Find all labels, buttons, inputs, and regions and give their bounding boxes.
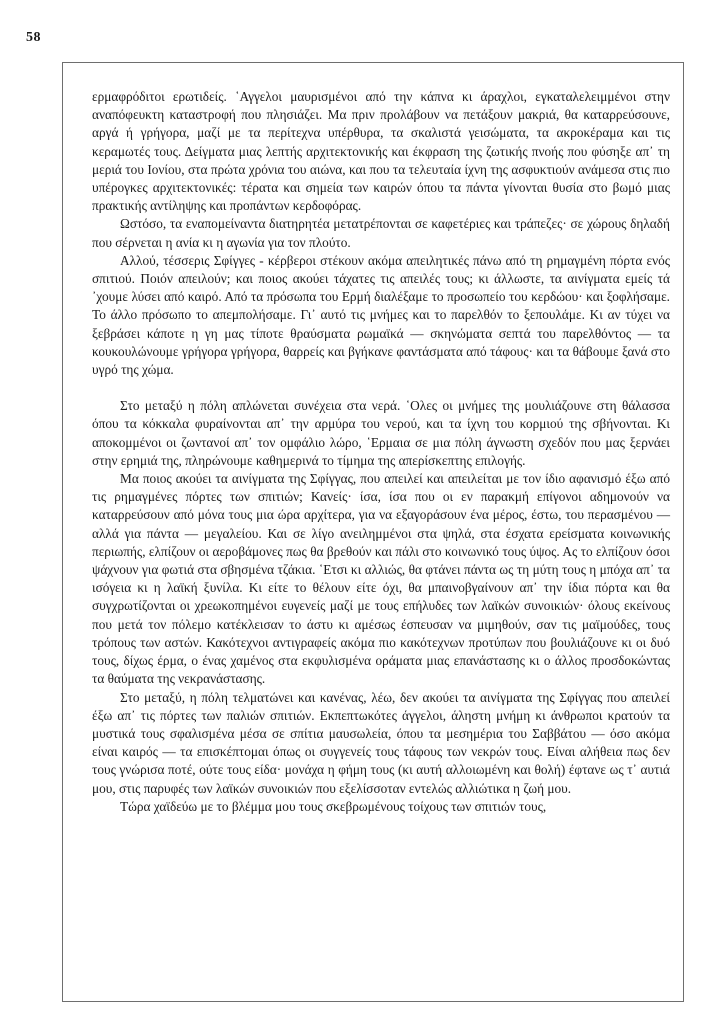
paragraph: Τώρα χαϊδεύω με το βλέμμα μου τους σκεβρωμένους τοίχους των σπιτιών τους, [120, 798, 547, 814]
paragraph: ερμαφρόδιτοι ερωτιδείς. ῾Αγγελοι μαυρισμένοι από την κάπνα κι άραχλοι, εγκαταλελειμμένοι στην αναπόφευκτη καταστροφή που πλησιάζει. Μα πριν προλάβουν να πετάξουν μακριά, θα καταρρεύσουνε, αργά ή γρήγορα, μαζί με τα περίτεχνα υπέρθυρα, τα σκαλιστά γεισώματα, τα ακροκέραμα και τις κεραμωτές τους. Δείγματα μιας λεπτής αρχιτεκτονικής και έκφραση της ζωτικής πνοής που φύσηξε απ᾽ τη μεριά του Ιονίου, στα πρώτα χρόνια του αιώνα, και που τα τελευταία ίχνη της ασφυκτιούν ανάμεσα στις πιο υπέρογκες αρχιτεκτονικές: τέρατα και σημεία των καιρών όπου τα πάντα γίνονται θυσία στο βωμό μιας πρακτικής αντίληψης και προπάντων κερδοφόρας. [92, 89, 670, 214]
paragraph: Ωστόσο, τα εναπομείναντα διατηρητέα μετατρέπονται σε καφετέριες και τράπεζες· σε χώρους δηλαδή που σέρνεται η ανία κι η αγωνία για τον πλούτο. [92, 216, 670, 250]
paragraph: Στο μεταξύ, η πόλη τελματώνει και κανένας, λέω, δεν ακούει τα αινίγματα της Σφίγγας που απειλεί έξω απ᾽ τις πόρτες των παλιών σπιτιών. Εκπεπτωκότες άγγελοι, άληστη μνήμη κι άνθρωποι κρατούν τα μυστικά τους σφαλισμένα μέσα σε σπίτια μαυσωλεία, όπου τα μεσημέρια του Σαββάτου — όσο ακόμα είναι καιρός — τα επισκέπτομαι όπως οι συγγενείς τους τάφους των νεκρών τους. Είναι αλήθεια πως δεν τους γνώρισα ποτέ, ούτε τους είδα· μονάχα η φήμη τους (κι αυτή αλλοιωμένη και θολή) έφτανε ως τ᾽ αυτιά μου, στις παρυφές των λαϊκών συνοικιών που εξελίσσοταν εντελώς αλλιώτικα η ζωή μου. [92, 689, 670, 796]
page-number: 58 [26, 30, 41, 45]
body-text [92, 88, 670, 816]
paragraph: Μα ποιος ακούει τα αινίγματα της Σφίγγας, που απειλεί και απειλείται με τον ίδιο αφανισμό έξω από τις ρημαγμένες πόρτες των σπιτιών; Κανείς· ίσα, ίσα που οι εν παρακμή επίγονοι αδημονούν να καταρρεύσουν από μόνα τους μια ώρα αρχίτερα, για να εξαγοράσουν ένα μέρος, έστω, του περασμένου — αλλά για πάντα — μεγαλείου. Και σε λίγο ανειλημμένοι στα ψηλά, στα έσχατα ερείσματα κοινωνικής περιωπής, ελπίζουν οι αεροβάμονες πως θα βρεθούν και πάλι στο κοινωνικό τους ύψος. Ας το ελπίζουν όσοι ψάχνουν για φωτιά στα σβησμένα τζάκια. ῾Ετσι κι αλλιώς, θα φτάνει πάντα ως τη μύτη τους η μπόχα απ᾽ τα ισόγεια κι η λαϊκή ξυνίλα. Κι είτε το θέλουν είτε όχι, θα μπαινοβγαίνουν απ᾽ την ίδια πόρτα και θα συγχρωτίζονται οι χρεωκοπημένοι ευγενείς μαζί με τους επήλυδες των λαϊκών συνοικιών· όλους εκείνους που μετά τον πόλεμο κατέκλεισαν το άστυ κι αμέσως έσπευσαν να μιμηθούν, σαν τις μαϊμούδες, τους τρόπους των αστών. Κακότεχνοι αντιγραφείς ακόμα πιο κακότεχνων προτύπων που βουλιάζουνε κι οι δυό τους, δίχως έρμα, ο ένας χαμένος στα εκφυλισμένα οράματα μιας επανάστασης κι ο άλλος προσδοκώντας τα θαύματα της νεκρανάστασης. [92, 471, 670, 687]
paragraph: Αλλού, τέσσερις Σφίγγες - κέρβεροι στέκουν ακόμα απειλητικές πάνω από τη ρημαγμένη πόρτα ενός σπιτιού. Ποιόν απειλούν; και ποιος ακούει τάχατες τις απειλές τους; κι άλλωστε, τα αινίγματα εμείς τά ᾽χουμε λύσει από καιρό. Από τα πρόσωπα του Ερμή διαλέξαμε το προσωπείο του κερδώου· και ξοφλήσαμε. Το άλλο πρόσωπο το απεμπολήσαμε. Γι᾽ αυτό τις μνήμες και το παρελθόν το ξεπουλάμε. Κι αν τύχει να ξεβράσει κάποτε η γη μας τίποτε θραύσματα ρωμαϊκά — σκηνώματα σεπτά του παρελθόντος — τα κουκουλώνουμε γρήγορα γρήγορα, θαρρείς και βγήκανε φαντάσματα από τάφους· και τα θάβουμε ξανά στο υγρό της χώμα. [92, 252, 670, 378]
paragraph: Στο μεταξύ η πόλη απλώνεται συνέχεια στα νερά. ῾Ολες οι μνήμες της μουλιάζουνε στη θάλασσα όπου τα κόκκαλα φυραίνονται απ᾽ την αρμύρα του νερού, και τα ίχνη του κορμιού της σβήνονται. Κι αποκομμένοι οι ζωντανοί απ᾽ τον ομφάλιο λώρο, ῾Ερμαια σε μια πόλη άγνωστη σχεδόν που μας ξερνάει στην ερημιά της, πληρώνουμε καθημερινά το τίμημα της απερίσκεπτης επιλογής. [92, 398, 670, 468]
